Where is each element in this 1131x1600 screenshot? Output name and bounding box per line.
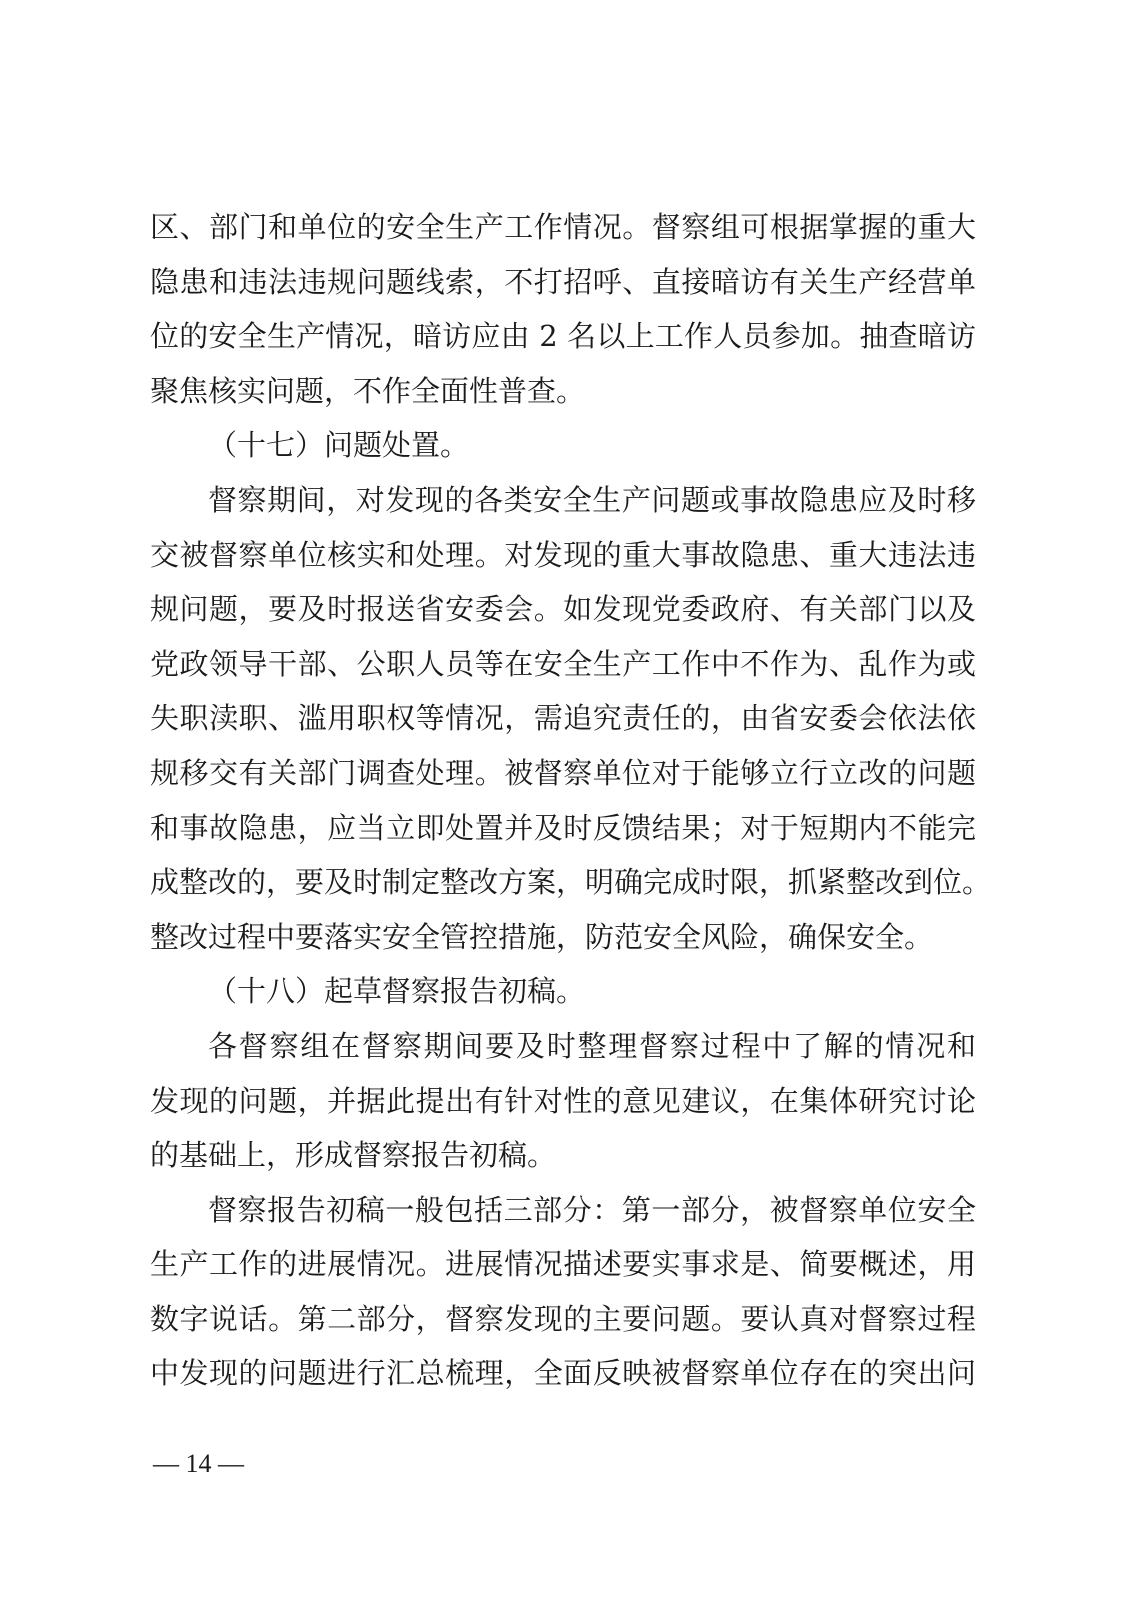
page-number: — 14 — — [153, 1449, 244, 1478]
text-line: 聚焦核实问题，不作全面性普查。 — [150, 373, 586, 408]
text-line: 的基础上，形成督察报告初稿。 — [150, 1138, 557, 1173]
text-line: 成整改的，要及时制定整改方案，明确完成时限，抓紧整改到位。 — [150, 865, 992, 900]
text-line: 中发现的问题进行汇总梳理，全面反映被督察单位存在的突出问 — [150, 1356, 976, 1391]
text-line: 交被督察单位核实和处理。对发现的重大事故隐患、重大违法违 — [150, 537, 976, 572]
text-line: 规问题，要及时报送省安委会。如发现党委政府、有关部门以及 — [150, 592, 976, 627]
text-line: 规移交有关部门调查处理。被督察单位对于能够立行立改的问题 — [150, 755, 976, 790]
text-line: 督察期间，对发现的各类安全生产问题或事故隐患应及时移 — [208, 482, 976, 517]
section-heading: （十八）起草督察报告初稿。 — [208, 974, 586, 1009]
section-heading: （十七）问题处置。 — [208, 428, 470, 463]
text-line: 整改过程中要落实安全管控措施，防范安全风险，确保安全。 — [150, 919, 934, 954]
text-line: 督察报告初稿一般包括三部分：第一部分，被督察单位安全 — [208, 1192, 976, 1227]
text-line: 位的安全生产情况，暗访应由 2 名以上工作人员参加。抽查暗访 — [150, 319, 976, 354]
text-line: 各督察组在督察期间要及时整理督察过程中了解的情况和 — [208, 1028, 976, 1063]
text-line: 发现的问题，并据此提出有针对性的意见建议，在集体研究讨论 — [150, 1083, 976, 1118]
body-text — [150, 200, 992, 1401]
text-line: 区、部门和单位的安全生产工作情况。督察组可根据掌握的重大 — [150, 210, 976, 244]
text-line: 失职渎职、滥用职权等情况，需追究责任的，由省安委会依法依 — [150, 701, 976, 736]
text-line: 数字说话。第二部分，督察发现的主要问题。要认真对督察过程 — [150, 1301, 976, 1336]
text-line: 和事故隐患，应当立即处置并及时反馈结果；对于短期内不能完 — [150, 810, 976, 845]
text-line: 隐患和违法违规问题线索，不打招呼、直接暗访有关生产经营单 — [150, 264, 976, 299]
text-line: 生产工作的进展情况。进展情况描述要实事求是、简要概述，用 — [150, 1247, 976, 1282]
text-line: 党政领导干部、公职人员等在安全生产工作中不作为、乱作为或 — [150, 646, 976, 681]
